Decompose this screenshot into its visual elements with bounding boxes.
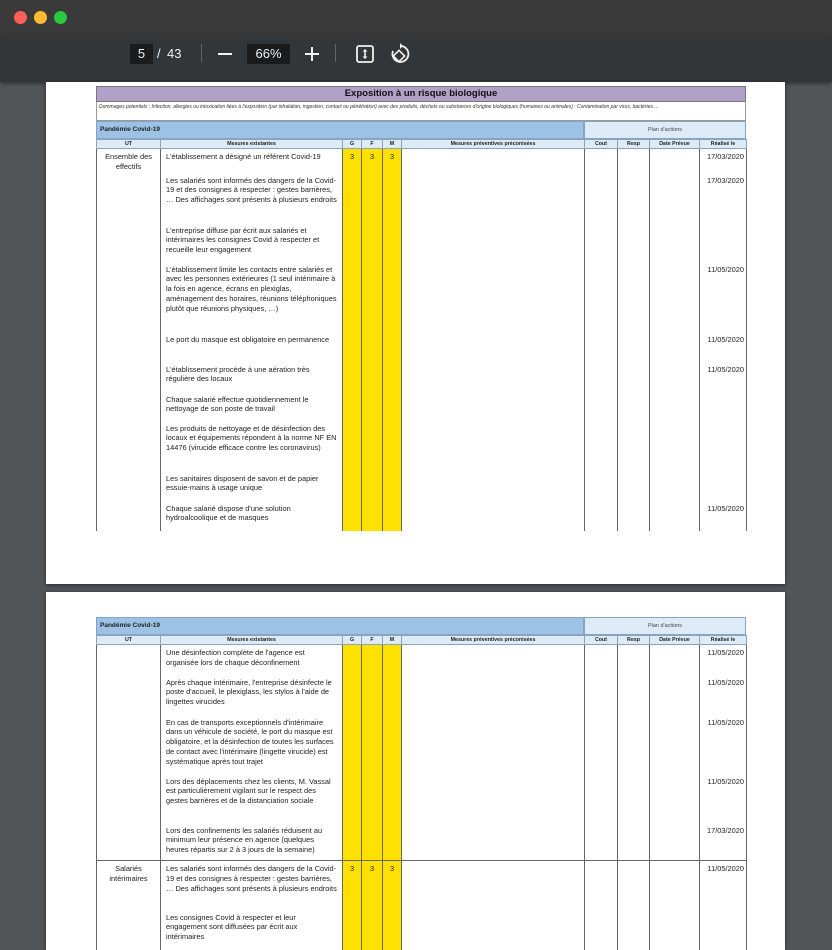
done-date-cell: 11/05/2020 — [700, 262, 747, 332]
done-date-cell: 11/05/2020 — [700, 675, 747, 715]
table-header-row — [97, 636, 747, 645]
measure-cell: Chaque salarié effectue quotidiennement le nettoyage de son poste de travail — [161, 392, 343, 421]
measure-cell: Après chaque intérimaire, l'entreprise désinfecte le poste d'accueil, le plexiglass, les stylos à l'aide de lingettes virucides — [161, 675, 343, 715]
rating-f-cell: 3 — [362, 149, 383, 531]
document-description: Dommages potentiels : Infection, allergies ou intoxication liées à l'exposition (par inhalation, ingestion, contact ou pénétration) avec des produits, déchets ou substances d'origine biologiques (humaines ou animales) : Contamination par virus, bactéries.... — [96, 102, 746, 121]
planned-date-cell — [650, 861, 700, 950]
toolbar-divider — [201, 44, 202, 62]
close-window-button[interactable] — [14, 11, 27, 24]
page-separator: / — [157, 46, 161, 61]
done-date-cell: 11/05/2020 — [700, 362, 747, 392]
measure-cell: Les sanitaires disposent de savon et de papier essuie-mains à usage unique — [161, 471, 343, 501]
column-header: UT — [97, 140, 161, 149]
measure-cell: Les salariés sont informés des dangers de la Covid-19 et des consignes à respecter : gestes barrières, … Des affichages sont présents à plusieurs endroits — [161, 173, 343, 223]
column-header: Réalisé le — [700, 636, 747, 645]
done-date-cell: 11/05/2020 — [700, 774, 747, 823]
pdf-page — [46, 82, 785, 584]
rating-g-cell: 3 — [343, 861, 362, 950]
measure-cell: L'établissement limite les contacts entre salariés et avec les personnes extérieures (1 seul intérimaire à la fois en agence, écrans en plexiglas, aménagement des horaires, réunions téléphoniques plutôt que réunions physiques, …) — [161, 262, 343, 332]
rating-m-cell: 3 — [383, 861, 402, 950]
done-date-cell — [700, 392, 747, 421]
cost-cell — [585, 861, 618, 950]
measure-cell: Les consignes Covid à respecter et leur engagement sont diffusées par écrit aux intérimaires — [161, 910, 343, 950]
column-header: M — [383, 636, 402, 645]
done-date-cell: 11/05/2020 — [700, 645, 747, 675]
fit-to-page-icon[interactable] — [353, 42, 377, 66]
rating-f-cell — [362, 645, 383, 861]
maximize-window-button[interactable] — [54, 11, 67, 24]
resp-cell — [618, 861, 650, 950]
window-titlebar — [0, 0, 832, 34]
measure-cell: Le port du masque est obligatoire en permanence — [161, 332, 343, 362]
column-header: Cout — [585, 636, 618, 645]
plan-label: Plan d'actions — [584, 617, 746, 635]
measure-cell: Lors des déplacements chez les clients, M. Vassal est particulièrement vigilant sur le respect des gestes barrières et de la distanciation sociale — [161, 774, 343, 823]
rotate-icon[interactable] — [388, 42, 412, 66]
done-date-cell: 17/03/2020 — [700, 149, 747, 173]
done-date-cell: 11/05/2020 — [700, 501, 747, 531]
work-unit-cell — [97, 645, 161, 861]
column-header: Cout — [585, 140, 618, 149]
work-unit-cell: Salariés intérimaires — [97, 861, 161, 950]
pdf-page — [46, 592, 785, 950]
column-header: Réalisé le — [700, 140, 747, 149]
page-total: 43 — [167, 46, 182, 61]
zoom-level-input[interactable]: 66% — [247, 44, 290, 64]
measure-cell: Les salariés sont informés des dangers de la Covid-19 et des consignes à respecter : gestes barrières, … Des affichages sont présents à plusieurs endroits — [161, 861, 343, 910]
rating-g-cell: 3 — [343, 149, 362, 531]
table-row — [97, 645, 747, 675]
column-header: Mesures préventives préconisées — [402, 140, 585, 149]
done-date-cell: 11/05/2020 — [700, 715, 747, 774]
measure-cell: Chaque salarié dispose d'une solution hydroalcoolique et de masques — [161, 501, 343, 531]
section-title: Pandémie Covid-19 — [96, 617, 584, 635]
column-header: M — [383, 140, 402, 149]
cost-cell — [585, 645, 618, 861]
done-date-cell: 11/05/2020 — [700, 332, 747, 362]
document-title: Exposition à un risque biologique — [96, 86, 746, 102]
resp-cell — [618, 149, 650, 531]
measure-cell: Une désinfection complète de l'agence est organisée lors de chaque déconfinement — [161, 645, 343, 675]
measure-cell: En cas de transports exceptionnels d'intérimaire dans un véhicule de société, le port du masque est obligatoire, et la désinfection de toutes les surfaces de contact avec l'intérimaire (lingette virucide) est systématique après tout trajet — [161, 715, 343, 774]
column-header: Mesures existantes — [161, 140, 343, 149]
measure-cell: Lors des confinements les salariés réduisent au minimum leur présence en agence (quelques heures répartis sur 2 à 3 jours de la semaine) — [161, 823, 343, 861]
table-header-row — [97, 140, 747, 149]
section-header — [96, 617, 746, 635]
minus-icon[interactable] — [213, 42, 237, 66]
rating-m-cell — [383, 645, 402, 861]
done-date-cell: 17/03/2020 — [700, 823, 747, 861]
column-header: G — [343, 636, 362, 645]
section-title: Pandémie Covid-19 — [96, 121, 584, 139]
planned-date-cell — [650, 149, 700, 531]
plus-icon[interactable] — [300, 42, 324, 66]
rating-m-cell: 3 — [383, 149, 402, 531]
done-date-cell — [700, 910, 747, 950]
preventive-measures-cell — [402, 645, 585, 861]
table-row — [97, 149, 747, 173]
column-header: Date Prévue — [650, 140, 700, 149]
column-header: F — [362, 636, 383, 645]
planned-date-cell — [650, 645, 700, 861]
risk-table — [96, 635, 747, 950]
resp-cell — [618, 645, 650, 861]
column-header: F — [362, 140, 383, 149]
done-date-cell — [700, 223, 747, 262]
measure-cell: L'entreprise diffuse par écrit aux salariés et intérimaires les consignes Covid à respecter et recueille leur engagement — [161, 223, 343, 262]
measure-cell: L'établissement procède à une aération très régulière des locaux — [161, 362, 343, 392]
done-date-cell: 11/05/2020 — [700, 861, 747, 910]
rating-g-cell — [343, 645, 362, 861]
work-unit-cell: Ensemble des effectifs — [97, 149, 161, 531]
done-date-cell — [700, 421, 747, 471]
column-header: Date Prévue — [650, 636, 700, 645]
cost-cell — [585, 149, 618, 531]
section-header — [96, 121, 746, 139]
table-row — [97, 861, 747, 910]
rating-f-cell: 3 — [362, 861, 383, 950]
column-header: UT — [97, 636, 161, 645]
done-date-cell — [700, 471, 747, 501]
column-header: Resp — [618, 636, 650, 645]
column-header: Mesures existantes — [161, 636, 343, 645]
page-number-input[interactable]: 5 — [130, 44, 153, 64]
pdf-toolbar — [0, 34, 832, 82]
preventive-measures-cell — [402, 149, 585, 531]
preventive-measures-cell — [402, 861, 585, 950]
plan-label: Plan d'actions — [584, 121, 746, 139]
column-header: Mesures préventives préconisées — [402, 636, 585, 645]
measure-cell: L'établissement a désigné un référent Covid-19 — [161, 149, 343, 173]
measure-cell: Les produits de nettoyage et de désinfection des locaux et équipements répondent à la norme NF EN 14476 (virucide efficace contre les coronavirus) — [161, 421, 343, 471]
minimize-window-button[interactable] — [34, 11, 47, 24]
toolbar-divider — [335, 44, 336, 62]
risk-table — [96, 139, 747, 531]
column-header: G — [343, 140, 362, 149]
done-date-cell: 17/03/2020 — [700, 173, 747, 223]
column-header: Resp — [618, 140, 650, 149]
